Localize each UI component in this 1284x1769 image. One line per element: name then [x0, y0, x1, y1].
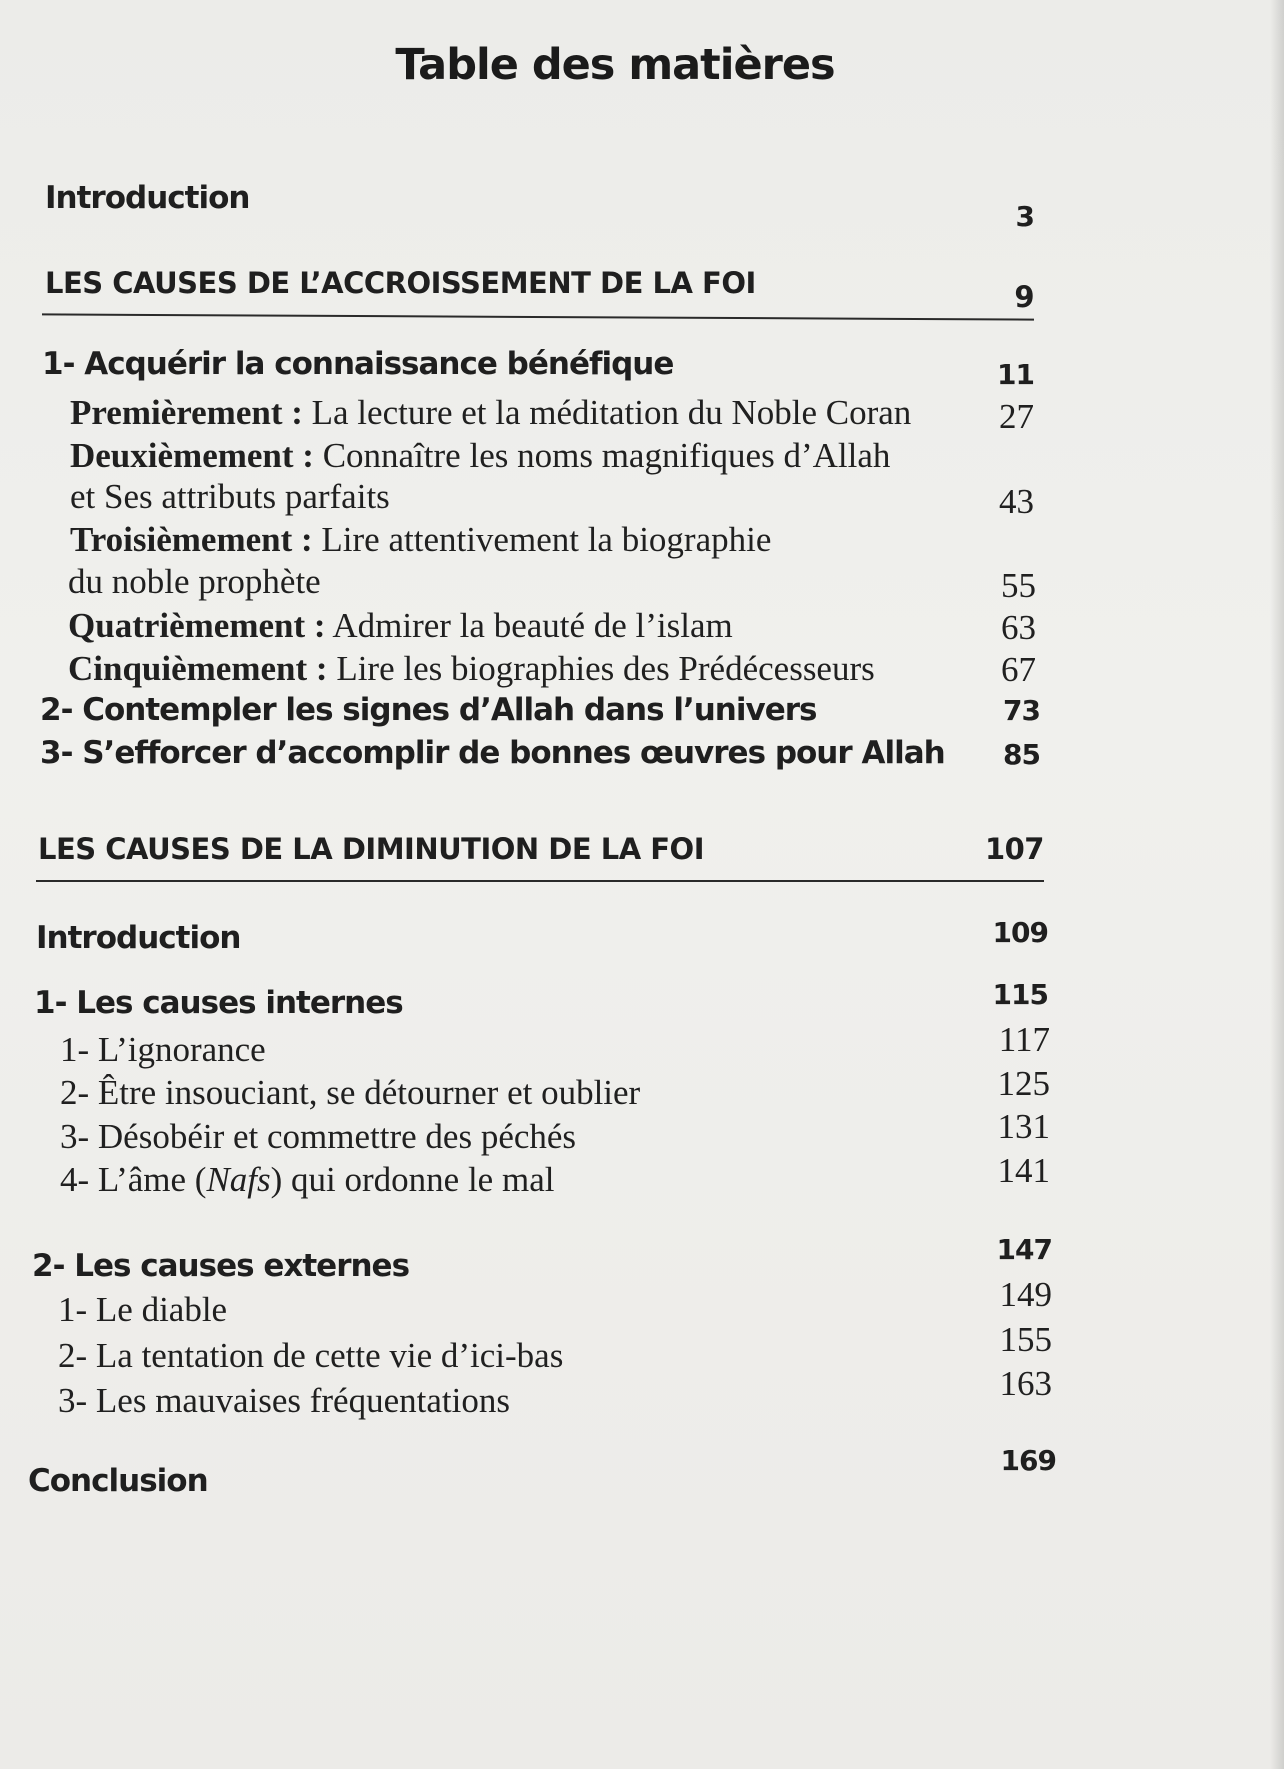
toc-entry-text: Connaître les noms magnifiques d’Allah	[313, 436, 891, 475]
toc-entry-diable-page: 149	[999, 1275, 1052, 1314]
toc-section-accroissement-label: LES CAUSES DE L’ACCROISSEMENT DE LA FOI	[45, 266, 756, 300]
toc-entry-introduction2-page: 109	[992, 916, 1048, 949]
toc-entry-causes-externes-page: 147	[996, 1233, 1052, 1266]
toc-entry-text: Lire attentivement la biographie	[312, 520, 772, 559]
toc-entry-lead: Cinquièmement :	[68, 649, 328, 688]
toc-entry-introduction-page: 3	[1015, 200, 1034, 233]
toc-entry-troisiemement-page: 55	[1001, 566, 1036, 605]
toc-entry-ame-nafs-page: 141	[997, 1151, 1050, 1190]
toc-entry-text: Admirer la beauté de l’islam	[325, 606, 733, 645]
toc-entry-contempler-label: 2- Contempler les signes d’Allah dans l’univers	[40, 692, 817, 728]
toc-entry-causes-internes-label: 1- Les causes internes	[34, 985, 403, 1021]
toc-entry-insouciant-label: 2- Être insouciant, se détourner et oublier	[60, 1073, 641, 1112]
toc-section-accroissement-page: 9	[1014, 280, 1034, 314]
toc-entry-premierement-page: 27	[999, 397, 1034, 436]
toc-entry-lead: Deuxièmement :	[70, 436, 314, 475]
toc-entry-ignorance-page: 117	[998, 1020, 1050, 1059]
toc-entry-premierement-label	[70, 393, 911, 433]
toc-entry-ignorance-label: 1- L’ignorance	[60, 1030, 266, 1069]
toc-entry-frequentations-label: 3- Les mauvaises fréquentations	[58, 1381, 510, 1420]
toc-entry-acquerir-page: 11	[997, 358, 1034, 391]
toc-entry-introduction2-label: Introduction	[36, 920, 241, 956]
toc-entry-troisiemement-continuation: du noble prophète	[68, 562, 321, 601]
toc-entry-deuxiemement-label	[70, 436, 890, 476]
toc-entry-causes-internes-page: 115	[992, 978, 1048, 1011]
toc-entry-cinquiemement-label	[68, 649, 875, 689]
toc-entry-contempler-page: 73	[1003, 694, 1040, 727]
toc-entry-efforcer-label: 3- S’efforcer d’accomplir de bonnes œuvres pour Allah	[40, 735, 945, 771]
toc-entry-desobeir-page: 131	[997, 1107, 1050, 1146]
toc-entry-diable-label: 1- Le diable	[58, 1290, 228, 1329]
toc-entry-conclusion-page: 169	[1000, 1444, 1056, 1477]
toc-entry-acquerir-label: 1- Acquérir la connaissance bénéfique	[42, 346, 674, 382]
toc-section-diminution-page: 107	[984, 832, 1044, 866]
toc-entry-lead: Quatrièmement :	[68, 606, 326, 645]
toc-entry-lead: Premièrement :	[70, 393, 303, 432]
toc-entry-text: ) qui ordonne le mal	[270, 1160, 555, 1199]
toc-section-diminution-label: LES CAUSES DE LA DIMINUTION DE LA FOI	[38, 832, 705, 866]
toc-entry-text: 4- L’âme (	[60, 1160, 207, 1199]
toc-entry-insouciant-page: 125	[997, 1064, 1050, 1103]
toc-entry-deuxiemement-page: 43	[999, 482, 1034, 521]
toc-entry-tentation-page: 155	[999, 1320, 1052, 1359]
toc-entry-troisiemement-label	[70, 520, 771, 560]
toc-entry-quatriemement-label	[68, 606, 733, 646]
toc-entry-frequentations-page: 163	[999, 1364, 1052, 1403]
section-divider	[36, 880, 1044, 882]
toc-entry-efforcer-page: 85	[1003, 738, 1040, 771]
toc-entry-lead: Troisièmement :	[70, 520, 313, 559]
toc-entry-cinquiemement-page: 67	[1001, 650, 1036, 689]
page-edge-shadow	[1270, 0, 1284, 1769]
toc-entry-deuxiemement-continuation: et Ses attributs parfaits	[70, 477, 390, 516]
toc-entry-italic-term: Nafs	[206, 1160, 271, 1199]
page-title: Table des matières	[395, 40, 835, 90]
toc-entry-conclusion-label: Conclusion	[28, 1463, 208, 1499]
toc-entry-desobeir-label: 3- Désobéir et commettre des péchés	[60, 1117, 577, 1156]
toc-entry-introduction-label: Introduction	[45, 180, 250, 216]
toc-entry-text: La lecture et la méditation du Noble Coran	[302, 393, 912, 432]
toc-entry-causes-externes-label: 2- Les causes externes	[32, 1248, 410, 1284]
toc-entry-quatriemement-page: 63	[1001, 608, 1036, 647]
toc-entry-tentation-label: 2- La tentation de cette vie d’ici-bas	[58, 1336, 564, 1375]
toc-entry-ame-nafs-label	[60, 1160, 554, 1200]
toc-entry-text: Lire les biographies des Prédécesseurs	[327, 649, 875, 688]
section-divider	[42, 313, 1034, 320]
